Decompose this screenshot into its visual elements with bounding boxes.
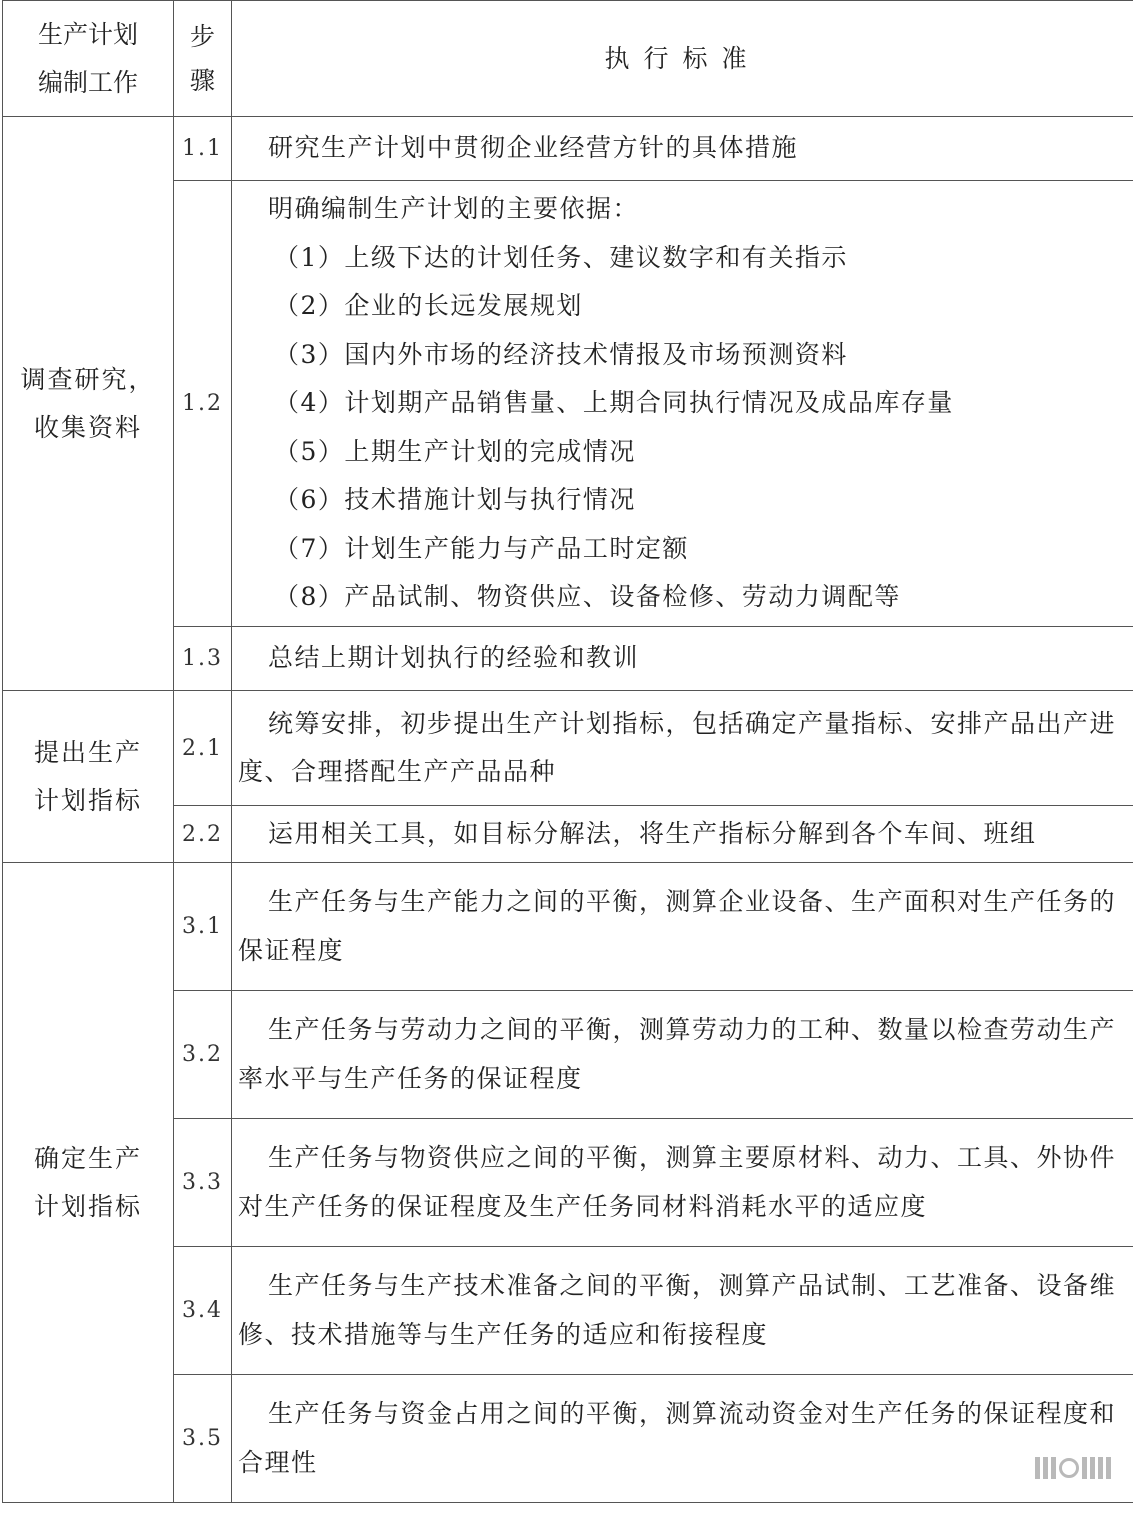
- table-row: [3, 863, 1133, 991]
- list-item: （7）计划生产能力与产品工时定额: [274, 533, 689, 563]
- header-step-column: 步 骤: [174, 1, 232, 117]
- step-standard: 明确编制生产计划的主要依据： （1）上级下达的计划任务、建议数字和有关指示 （2）企业的长远发展规划 （3）国内外市场的经济技术情报及市场预测资料 （4）计划期产品销售量、上期合同执行情况及成品库存量 （5）上期生产计划的完成情况 （6）技术措施计划与执行情况 （7）计划生产能力与产品工时定额 （8）产品试制、物资供应、设备检修、劳动力调配等: [232, 181, 1133, 627]
- step-standard: 运用相关工具，如目标分解法，将生产指标分解到各个车间、班组: [232, 806, 1133, 863]
- step-number: 2.2: [174, 806, 232, 863]
- step-number: 1.3: [174, 627, 232, 691]
- phase-cell-propose: 提出生产 计划指标: [3, 691, 174, 863]
- step-number: 3.4: [174, 1247, 232, 1375]
- table-row: [3, 691, 1133, 806]
- list-item: （6）技术措施计划与执行情况: [274, 485, 636, 515]
- step-standard: 生产任务与劳动力之间的平衡，测算劳动力的工种、数量以检查劳动生产率水平与生产任务的保证程度: [232, 991, 1133, 1119]
- header-row: [3, 1, 1133, 117]
- list-item: （3）国内外市场的经济技术情报及市场预测资料: [274, 339, 848, 369]
- phase-cell-research: 调查研究， 收集资料: [3, 117, 174, 691]
- step-standard: 生产任务与资金占用之间的平衡，测算流动资金对生产任务的保证程度和合理性: [232, 1375, 1133, 1503]
- header-standard-column: 执行标准: [232, 1, 1133, 117]
- step-standard: 生产任务与生产技术准备之间的平衡，测算产品试制、工艺准备、设备维修、技术措施等与生产任务的适应和衔接程度: [232, 1247, 1133, 1375]
- list-item: （1）上级下达的计划任务、建议数字和有关指示: [274, 242, 848, 272]
- step-number: 1.1: [174, 117, 232, 181]
- list-item: （2）企业的长远发展规划: [274, 291, 583, 321]
- step-standard: 总结上期计划执行的经验和教训: [232, 627, 1133, 691]
- step-standard: 生产任务与生产能力之间的平衡，测算企业设备、生产面积对生产任务的保证程度: [232, 863, 1133, 991]
- step-number: 3.2: [174, 991, 232, 1119]
- step-number: 3.1: [174, 863, 232, 991]
- watermark-icon: [1035, 1457, 1111, 1479]
- step-number: 3.3: [174, 1119, 232, 1247]
- step-number: 3.5: [174, 1375, 232, 1503]
- list-item: （8）产品试制、物资供应、设备检修、劳动力调配等: [274, 582, 901, 612]
- step-standard: 统筹安排，初步提出生产计划指标，包括确定产量指标、安排产品出产进度、合理搭配生产产品品种: [232, 691, 1133, 806]
- step-standard: 研究生产计划中贯彻企业经营方针的具体措施: [232, 117, 1133, 181]
- list-item: （4）计划期产品销售量、上期合同执行情况及成品库存量: [274, 388, 954, 418]
- production-plan-table: [2, 0, 1133, 1503]
- step-number: 1.2: [174, 181, 232, 627]
- list-item: （5）上期生产计划的完成情况: [274, 436, 636, 466]
- table-row: [3, 117, 1133, 181]
- step-number: 2.1: [174, 691, 232, 806]
- step-standard: 生产任务与物资供应之间的平衡，测算主要原材料、动力、工具、外协件对生产任务的保证程度及生产任务同材料消耗水平的适应度: [232, 1119, 1133, 1247]
- phase-cell-confirm: 确定生产 计划指标: [3, 863, 174, 1503]
- header-work-column: 生产计划 编制工作: [3, 1, 174, 117]
